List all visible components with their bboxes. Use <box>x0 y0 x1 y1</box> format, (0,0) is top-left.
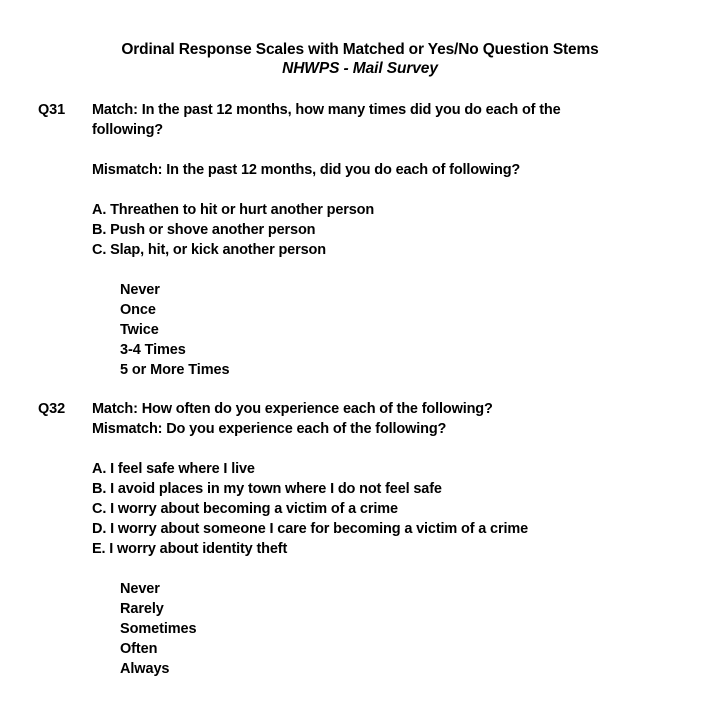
scale-option: 3-4 Times <box>120 342 186 358</box>
list-item: B. I avoid places in my town where I do not feel safe <box>92 481 442 497</box>
question-body-q32 <box>92 399 692 679</box>
list-item: A. Threathen to hit or hurt another person <box>92 202 375 218</box>
document-subtitle: NHWPS - Mail Survey <box>282 60 438 77</box>
scale-option: Never <box>120 282 160 298</box>
scale-option: Twice <box>120 322 159 338</box>
question-number-q32: Q32 <box>38 401 66 417</box>
document-title-block <box>0 40 720 78</box>
spacer <box>92 439 692 459</box>
document-title: Ordinal Response Scales with Matched or Yes/No Question Stems <box>121 41 599 58</box>
match-stem-q32: Match: How often do you experience each of the following? <box>92 401 493 417</box>
scale-option: Always <box>120 661 170 677</box>
question-number-q31: Q31 <box>38 102 66 118</box>
scale-option: Never <box>120 581 160 597</box>
list-item: A. I feel safe where I live <box>92 461 255 477</box>
list-item: B. Push or shove another person <box>92 222 316 238</box>
scale-option: Once <box>120 302 156 318</box>
scale-option: Sometimes <box>120 621 197 637</box>
response-scale-q31 <box>120 280 692 380</box>
list-item: C. I worry about becoming a victim of a crime <box>92 501 398 517</box>
list-item: C. Slap, hit, or kick another person <box>92 242 326 258</box>
list-item: E. I worry about identity theft <box>92 541 288 557</box>
question-body-q31 <box>92 100 692 380</box>
spacer <box>92 260 692 280</box>
mismatch-stem-q32: Mismatch: Do you experience each of the following? <box>92 421 447 437</box>
spacer <box>92 140 692 160</box>
mismatch-stem-q31: Mismatch: In the past 12 months, did you do each of following? <box>92 162 521 178</box>
spacer <box>92 180 692 200</box>
scale-option: Often <box>120 641 158 657</box>
match-stem-q31: Match: In the past 12 months, how many times did you do each of the following? <box>92 102 561 138</box>
response-scale-q32 <box>120 579 692 679</box>
item-list-q32 <box>92 459 692 559</box>
scale-option: Rarely <box>120 601 164 617</box>
item-list-q31 <box>92 200 692 260</box>
list-item: D. I worry about someone I care for becoming a victim of a crime <box>92 521 528 537</box>
spacer <box>92 559 692 579</box>
scale-option: 5 or More Times <box>120 362 230 378</box>
